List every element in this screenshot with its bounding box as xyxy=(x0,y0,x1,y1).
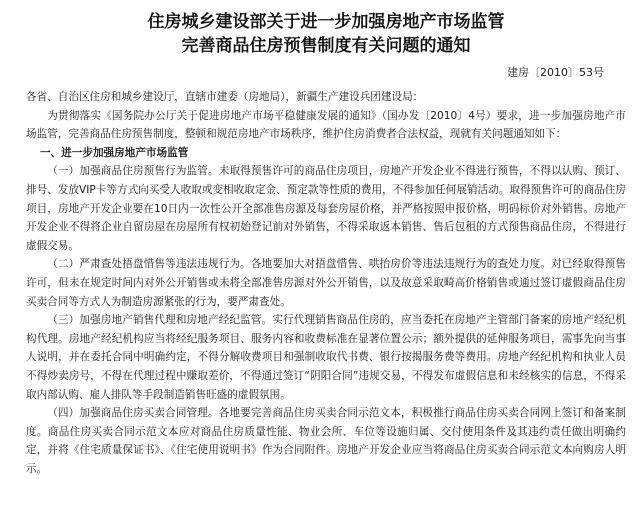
document-title-line-2: 完善商品住房预售制度有关问题的通知 xyxy=(181,36,471,56)
paragraph-1: （一）加强商品住房预售行为监管。未取得预售许可的商品住房项目，房地产开发企业不得进行预售，不得以认购、预订、排号、发放VIP卡等方式向买受人收取或变相收取定金、预定款等性质的费用，不得参加任何展销活动。取得预售许可的商品住房项目，房地产开发企业要在10日内一次性公开全部准售房源及每套房屋价格，并严格按照申报价格，明码标价对外销售。房地产开发企业不得将企业自留房屋在房屋所有权初始登记前对外销售，不得采取返本销售、售后包租的方式预售商品住房，不得进行虚假交易。 xyxy=(26,165,626,252)
paragraph-3: （三）加强房地产销售代理和房地产经纪监管。实行代理销售商品住房的，应当委托在房地产主管部门备案的房地产经纪机构代理。房地产经纪机构应当将经纪服务项目、服务内容和收费标准在显著位置公示；额外提供的延伸服务项目，需事先向当事人说明，并在委托合同中明确约定，不得分解收费项目和强制收取代书费、银行按揭服务费等费用。房地产经纪机构和执业人员不得炒卖房号，不得在代理过程中赚取差价，不得通过签订“阴阳合同”违规交易，不得发布虚假信息和未经核实的信息，不得采取内部认购、雇人排队等手段制造销售旺盛的虚假氛围。 xyxy=(26,314,626,401)
salutation: 各省、自治区住房和城乡建设厅，直辖市建委（房地局），新疆生产建设兵团建设局： xyxy=(26,91,424,103)
section-1-heading: 一、进一步加强房地产市场监管 xyxy=(40,146,189,159)
paragraph-4: （四）加强商品住房买卖合同管理。各地要完善商品住房买卖合同示范文本，积极推行商品住房买卖合同网上签订和备案制度。商品住房买卖合同示范文本应对商品住房质量性能、物业会所、车位等设施归属、交付使用条件及其违约责任做出明确约定，并将《住宅质量保证书》、《住宅使用说明书》作为合同附件。房地产开发企业应当将商品住房买卖合同示范文本向购房人明示。 xyxy=(26,407,626,475)
intro-paragraph: 为贯彻落实《国务院办公厅关于促进房地产市场平稳健康发展的通知》（国办发〔2010〕4号）要求，进一步加强房地产市场监管，完善商品住房预售制度，整顿和规范房地产市场秩序，维护住房消费者合法权益，现就有关问题通知如下： xyxy=(26,109,626,141)
document-title-line-1: 住房城乡建设部关于进一步加强房地产市场监管 xyxy=(147,12,505,32)
paragraph-2: （二）严肃查处捂盘惜售等违法违规行为。各地要加大对捂盘惜售、哄抬房价等违法违规行为的查处力度。对已经取得预售许可，但未在规定时间内对外公开销售或未将全部准售房源对外公开销售，以及故意采取畸高价格销售或通过签订虚假商品住房买卖合同等方式人为制造房源紧张的行为，要严肃查处。 xyxy=(26,258,626,308)
document-number: 建房〔2010〕53号 xyxy=(507,66,604,79)
